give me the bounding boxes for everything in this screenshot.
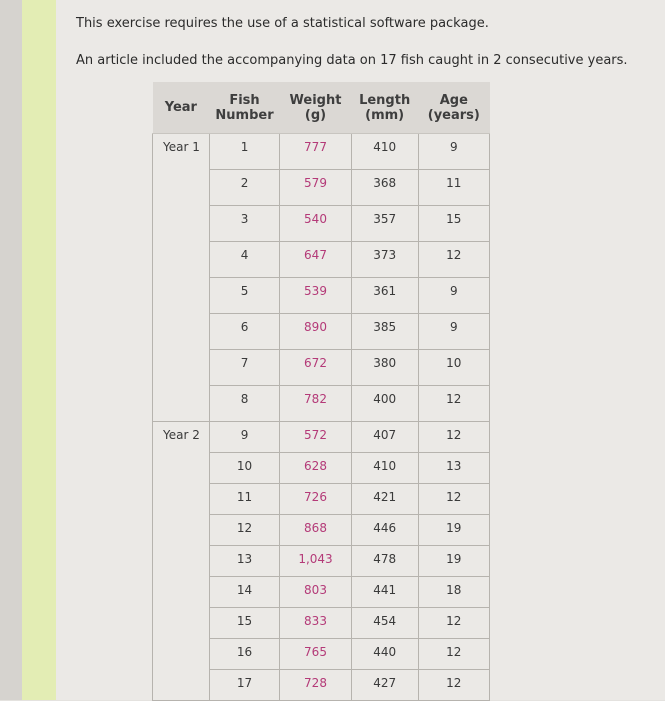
age-cell: 12 [418, 422, 489, 453]
age-cell: 9 [418, 278, 489, 314]
fish-number-cell: 3 [209, 206, 280, 242]
length-cell: 385 [351, 314, 418, 350]
age-cell: 12 [418, 386, 489, 422]
length-cell: 368 [351, 170, 418, 206]
header-fish-number [209, 82, 280, 134]
table-row [153, 134, 490, 170]
table-row [153, 453, 490, 484]
year-cell [153, 278, 210, 314]
table-row [153, 170, 490, 206]
fish-number-cell: 9 [209, 422, 280, 453]
header-age-line1: Age [439, 92, 468, 108]
weight-cell: 628 [280, 453, 351, 484]
length-cell: 454 [351, 608, 418, 639]
length-cell: 446 [351, 515, 418, 546]
description-text: An article included the accompanying data on 17 fish caught in 2 consecutive years. [76, 53, 628, 68]
length-cell: 410 [351, 134, 418, 170]
header-year-label: Year [164, 100, 197, 115]
fish-number-cell: 11 [209, 484, 280, 515]
weight-cell: 833 [280, 608, 351, 639]
fish-number-cell: 16 [209, 639, 280, 670]
table-row [153, 484, 490, 515]
weight-cell: 572 [280, 422, 351, 453]
year-cell [153, 484, 210, 515]
weight-cell: 777 [280, 134, 351, 170]
table-row [153, 206, 490, 242]
header-length [351, 82, 418, 134]
age-cell: 12 [418, 242, 489, 278]
fish-number-cell: 15 [209, 608, 280, 639]
age-cell: 12 [418, 608, 489, 639]
year-cell [153, 350, 210, 386]
age-cell: 9 [418, 314, 489, 350]
weight-cell: 579 [280, 170, 351, 206]
weight-cell: 765 [280, 639, 351, 670]
length-cell: 407 [351, 422, 418, 453]
year-cell [153, 546, 210, 577]
length-cell: 400 [351, 386, 418, 422]
table-body [153, 134, 490, 701]
year-cell [153, 314, 210, 350]
length-cell: 361 [351, 278, 418, 314]
weight-cell: 868 [280, 515, 351, 546]
table-header-row [153, 82, 490, 134]
table-row [153, 515, 490, 546]
age-cell: 19 [418, 546, 489, 577]
age-cell: 19 [418, 515, 489, 546]
fish-number-cell: 8 [209, 386, 280, 422]
weight-cell: 540 [280, 206, 351, 242]
header-fish-line1: Fish [229, 92, 260, 108]
year-cell: Year 2 [163, 428, 200, 442]
header-length-line2: (mm) [365, 107, 405, 123]
accent-bar [22, 0, 56, 700]
fish-number-cell: 2 [209, 170, 280, 206]
length-cell: 440 [351, 639, 418, 670]
weight-cell: 803 [280, 577, 351, 608]
left-margin [0, 0, 22, 700]
length-cell: 373 [351, 242, 418, 278]
header-weight-line1: Weight [289, 92, 342, 108]
year-cell [153, 639, 210, 670]
length-cell: 427 [351, 670, 418, 701]
table-row [153, 422, 490, 453]
header-weight-line2: (g) [304, 107, 327, 123]
weight-cell: 1,043 [280, 546, 351, 577]
year-cell [153, 577, 210, 608]
fish-number-cell: 10 [209, 453, 280, 484]
table-row [153, 314, 490, 350]
fish-number-cell: 1 [209, 134, 280, 170]
fish-data-table [152, 82, 490, 701]
header-length-line1: Length [359, 92, 411, 108]
weight-cell: 726 [280, 484, 351, 515]
fish-number-cell: 17 [209, 670, 280, 701]
year-cell [153, 608, 210, 639]
age-cell: 13 [418, 453, 489, 484]
fish-number-cell: 13 [209, 546, 280, 577]
age-cell: 11 [418, 170, 489, 206]
year-cell: Year 1 [163, 140, 200, 154]
length-cell: 357 [351, 206, 418, 242]
fish-number-cell: 4 [209, 242, 280, 278]
year-cell [153, 670, 210, 701]
age-cell: 12 [418, 670, 489, 701]
age-cell: 18 [418, 577, 489, 608]
table-row [153, 350, 490, 386]
header-year [153, 82, 210, 134]
weight-cell: 890 [280, 314, 351, 350]
year-cell [153, 170, 210, 206]
fish-number-cell: 14 [209, 577, 280, 608]
fish-number-cell: 12 [209, 515, 280, 546]
year-cell [153, 242, 210, 278]
table-row [153, 608, 490, 639]
table-row [153, 386, 490, 422]
year-cell [153, 386, 210, 422]
table-row [153, 278, 490, 314]
age-cell: 10 [418, 350, 489, 386]
length-cell: 380 [351, 350, 418, 386]
length-cell: 410 [351, 453, 418, 484]
year-cell [153, 453, 210, 484]
header-age [418, 82, 489, 134]
length-cell: 421 [351, 484, 418, 515]
year-cell [153, 515, 210, 546]
weight-cell: 647 [280, 242, 351, 278]
header-weight [280, 82, 351, 134]
header-age-line2: (years) [427, 107, 480, 123]
age-cell: 12 [418, 639, 489, 670]
age-cell: 9 [418, 134, 489, 170]
table-row [153, 639, 490, 670]
table-row [153, 577, 490, 608]
fish-number-cell: 6 [209, 314, 280, 350]
length-cell: 441 [351, 577, 418, 608]
fish-number-cell: 7 [209, 350, 280, 386]
table-row [153, 242, 490, 278]
table-row [153, 546, 490, 577]
age-cell: 15 [418, 206, 489, 242]
year-cell [153, 206, 210, 242]
weight-cell: 539 [280, 278, 351, 314]
table-row [153, 670, 490, 701]
weight-cell: 782 [280, 386, 351, 422]
length-cell: 478 [351, 546, 418, 577]
age-cell: 12 [418, 484, 489, 515]
intro-text: This exercise requires the use of a statistical software package. [76, 16, 489, 31]
fish-number-cell: 5 [209, 278, 280, 314]
weight-cell: 672 [280, 350, 351, 386]
weight-cell: 728 [280, 670, 351, 701]
header-fish-line2: Number [215, 107, 274, 123]
